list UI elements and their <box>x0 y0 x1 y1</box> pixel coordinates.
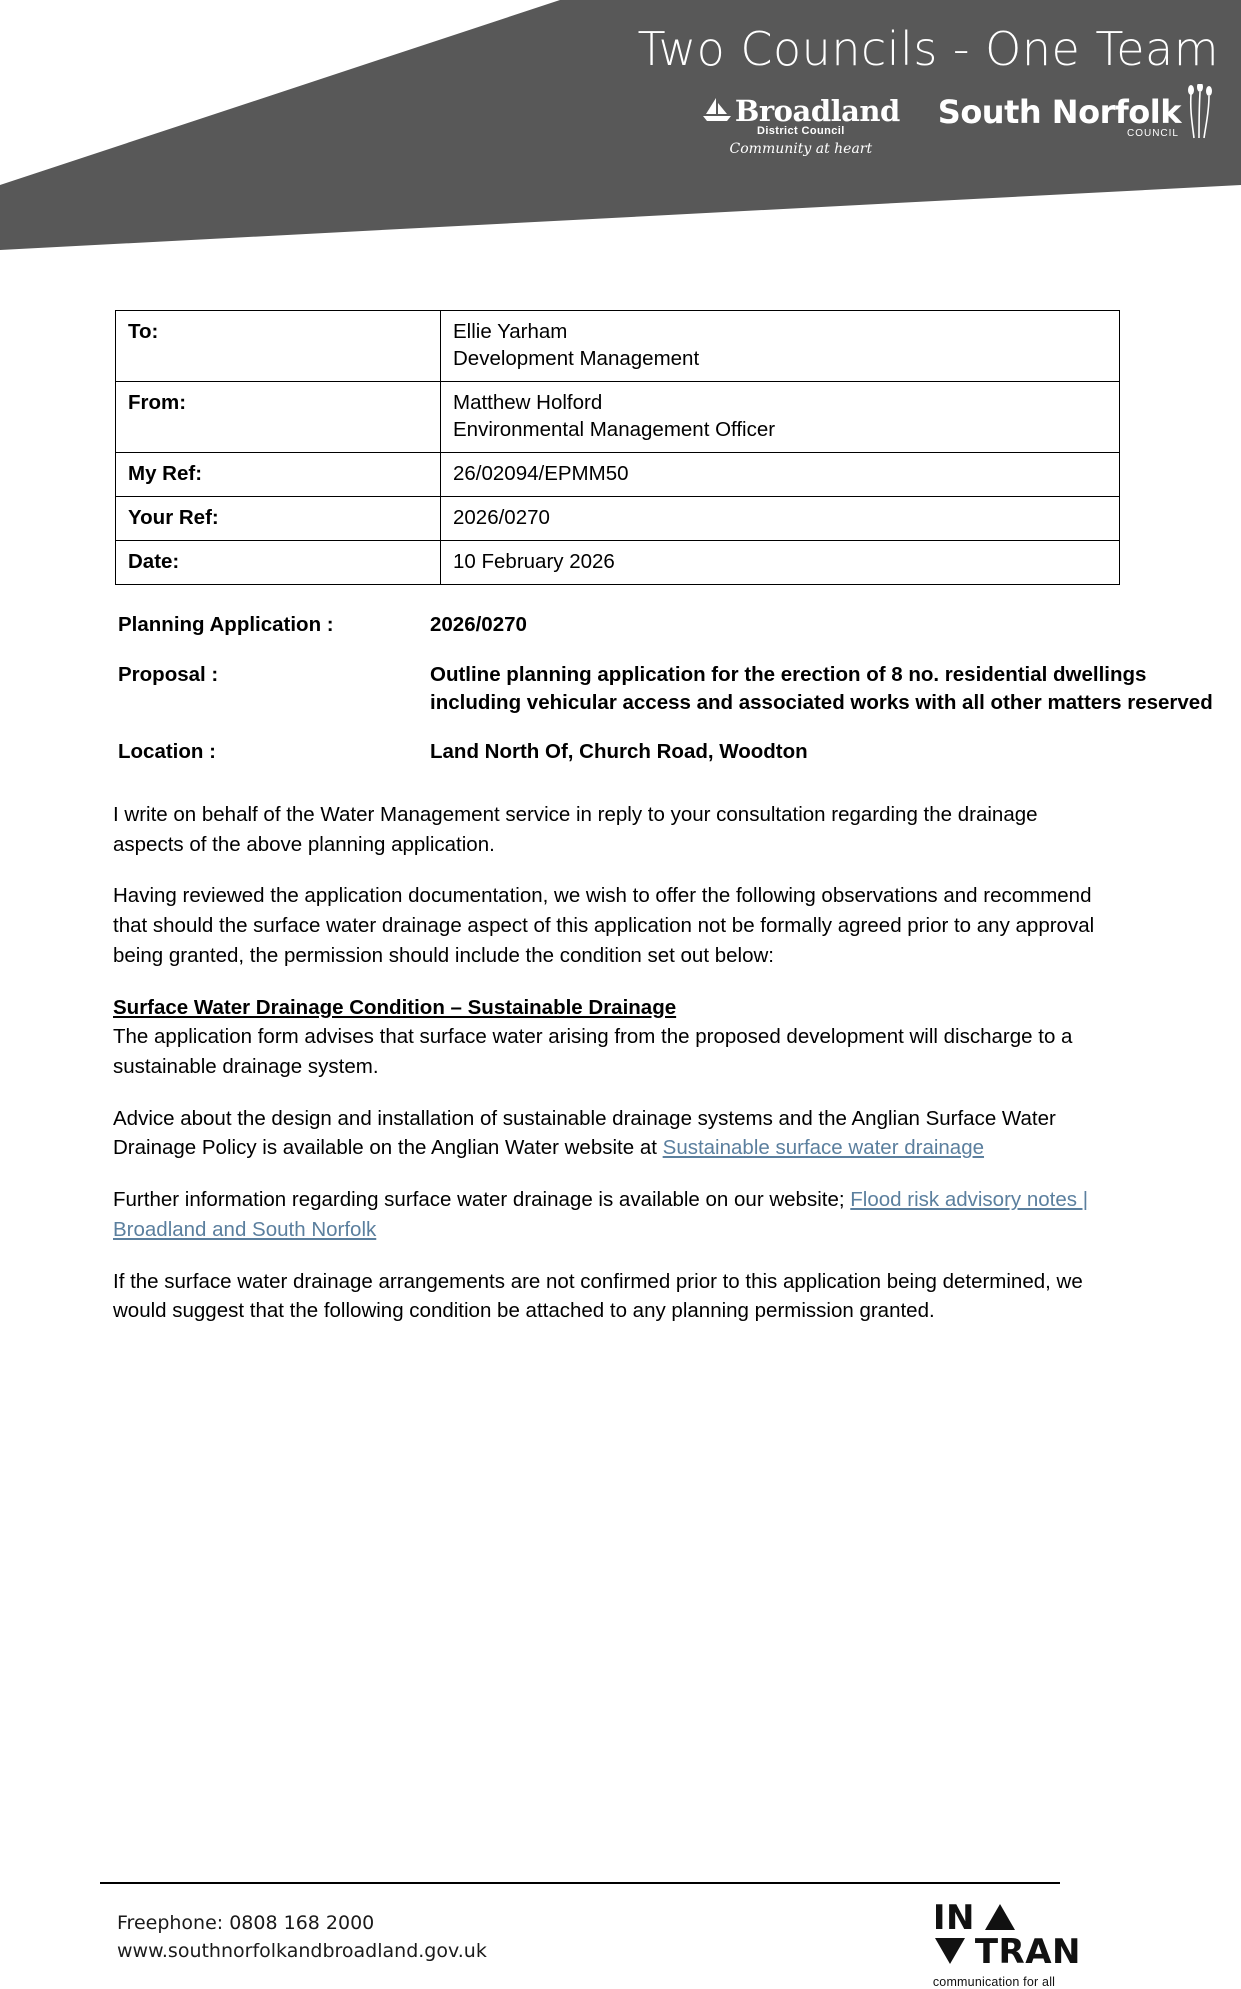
intran-tagline: communication for all <box>932 1975 1056 1989</box>
triangle-up-icon <box>983 1902 1017 1936</box>
surface-water-section <box>113 993 1113 1082</box>
memo-label-my-ref: My Ref: <box>116 453 441 497</box>
body-paragraph-4-text: Advice about the design and installation of sustainable drainage systems and the Anglian Surface Water Drainage Policy is available on the Anglian Water website at <box>113 1106 1056 1160</box>
flood-risk-advisory-notes-link[interactable]: Flood risk advisory notes | Broadland and South Norfolk <box>113 1188 1089 1241</box>
body-paragraph-5-text: Further information regarding surface water drainage is available on our website <box>113 1188 839 1212</box>
table-row <box>116 382 1120 453</box>
body-paragraph-4 <box>113 1104 1113 1163</box>
south-norfolk-logo-name: South Norfolk <box>937 93 1181 131</box>
memo-value-from <box>441 382 1120 453</box>
page-header <box>0 0 1241 250</box>
broadland-council-logo <box>702 96 900 157</box>
body-paragraph-3: The application form advises that surface water arising from the proposed development will discharge to a sustainable drainage system. <box>113 1025 1073 1079</box>
intran-logo <box>932 1898 1081 1989</box>
body-paragraph-1: I write on behalf of the Water Management service in reply to your consultation regarding the drainage aspects of the above planning application. <box>113 803 1038 856</box>
south-norfolk-council-logo <box>937 93 1215 139</box>
planning-application-value: 2026/0270 <box>430 613 527 637</box>
proposal-label: Proposal : <box>118 663 219 686</box>
memo-value-from-text: Matthew Holford Environmental Management Officer <box>453 391 776 442</box>
body-paragraph-6: If the surface water drainage arrangements are not confirmed prior to this application being determined, we would suggest that the following condition be attached to any planning permission granted. <box>113 1269 1083 1323</box>
sailboat-icon <box>702 97 732 128</box>
application-details <box>118 611 1241 766</box>
reeds-icon <box>1185 84 1215 142</box>
intran-line-2: TRAN <box>974 1931 1081 1972</box>
broadland-logo-tagline: Community at heart <box>729 140 873 157</box>
table-row <box>116 497 1120 541</box>
sustainable-surface-water-drainage-link[interactable]: Sustainable surface water drainage <box>662 1136 985 1160</box>
letter-body <box>113 800 1113 1326</box>
memo-value-my-ref: 26/02094/EPMM50 <box>441 453 1120 497</box>
header-title: Two Councils - One Team <box>637 22 1219 76</box>
memo-label-from: From: <box>116 382 441 453</box>
memo-value-to-text: Ellie Yarham Development Management <box>453 320 700 371</box>
location-value: Land North Of, Church Road, Woodton <box>430 740 808 764</box>
intran-logo-row-2 <box>933 1931 1081 1972</box>
location-label: Location : <box>118 740 216 764</box>
body-paragraph-5 <box>113 1185 1113 1244</box>
south-norfolk-logo-sub: COUNCIL <box>1126 128 1179 139</box>
memo-header-table <box>115 310 1120 585</box>
document-body <box>0 250 1241 1989</box>
intran-logo-row-1 <box>932 1898 1081 1939</box>
broadland-logo-name: Broadland <box>734 94 900 128</box>
memo-label-to: To: <box>116 311 441 382</box>
page-footer <box>117 1910 487 1965</box>
table-row <box>116 453 1120 497</box>
intran-line-1: IN <box>932 1898 975 1939</box>
body-paragraph-2: Having reviewed the application documentation, we wish to offer the following observations and recommend that should the surface water drainage aspect of this application not be formally agreed prior to any approval being granted, the permission should include the condition set out below: <box>113 884 1095 967</box>
triangle-down-icon <box>933 1936 967 1970</box>
footer-website: www.southnorfolkandbroadland.gov.uk <box>117 1939 487 1962</box>
proposal-value: Outline planning application for the erection of 8 no. residential dwellings including vehicular access and associated works with all other matters reserved <box>430 663 1213 714</box>
body-paragraph-5-separator: ; <box>838 1188 851 1212</box>
header-logos <box>702 93 1215 157</box>
memo-value-your-ref: 2026/0270 <box>441 497 1120 541</box>
planning-application-label: Planning Application : <box>118 613 334 637</box>
memo-value-date: 10 February 2026 <box>441 541 1120 585</box>
table-row <box>116 541 1120 585</box>
memo-value-to <box>441 311 1120 382</box>
footer-freephone: Freephone: 0808 168 2000 <box>117 1912 375 1934</box>
footer-divider <box>100 1882 1060 1884</box>
broadland-logo-sub: District Council <box>756 125 845 138</box>
memo-label-your-ref: Your Ref: <box>116 497 441 541</box>
memo-label-date: Date: <box>116 541 441 585</box>
broadland-logo-name-row <box>702 96 900 128</box>
surface-water-heading: Surface Water Drainage Condition – Sustainable Drainage <box>113 995 677 1019</box>
table-row <box>116 311 1120 382</box>
